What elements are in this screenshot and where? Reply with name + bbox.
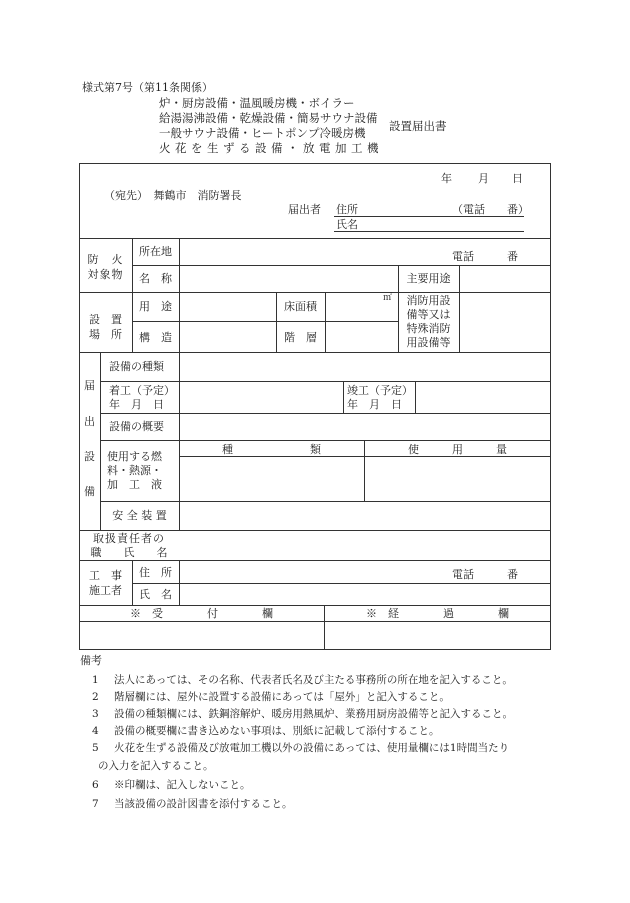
structure-label: 構 造 bbox=[139, 331, 172, 344]
notifier-address-label: 住所 bbox=[336, 203, 358, 216]
rule bbox=[79, 530, 551, 531]
notifier-label: 届出者 bbox=[288, 203, 321, 216]
equipment-group-char-1: 届 bbox=[84, 379, 95, 392]
rule bbox=[179, 456, 551, 457]
notifier-phone: （電話 番） bbox=[452, 203, 529, 216]
note-item bbox=[92, 726, 440, 737]
fire-equipment-label-2: 備等又は bbox=[406, 308, 451, 321]
rule bbox=[79, 621, 551, 622]
equipment-type-label: 設備の種類 bbox=[109, 360, 164, 373]
rule bbox=[100, 413, 551, 414]
fire-equipment-label-4: 用設備等 bbox=[406, 336, 451, 349]
equipment-list-line-2: 給湯湯沸設備・乾燥設備・簡易サウナ設備 bbox=[159, 111, 378, 125]
contractor-group-label-1: 工 事 bbox=[89, 569, 122, 582]
floor-area-label: 床面積 bbox=[284, 300, 317, 313]
note-text: 階層欄には、屋外に設置する設備にあっては「屋外」と記入すること。 bbox=[114, 691, 450, 703]
note-item-continuation bbox=[98, 761, 214, 772]
safety-device-label: 安 全 装 置 bbox=[112, 509, 167, 522]
place-group-label-1: 設 置 bbox=[89, 313, 122, 326]
square-meter-unit: ㎡ bbox=[383, 293, 393, 303]
contractor-group-label-2: 施工者 bbox=[89, 584, 122, 597]
rule bbox=[100, 381, 551, 382]
target-name-label: 名 称 bbox=[139, 272, 172, 285]
rule bbox=[100, 501, 551, 502]
fire-equipment-label-1: 消防用設 bbox=[406, 294, 451, 307]
progress-column-header: ※ 経 過 欄 bbox=[366, 607, 509, 620]
notes-title: 備考 bbox=[80, 654, 102, 667]
rule bbox=[79, 560, 551, 561]
start-date-label-2: 年 月 日 bbox=[109, 398, 164, 411]
start-date-label-1: 着工（予定） bbox=[109, 384, 175, 397]
note-text: 設備の概要欄に書き込めない事項は、別紙に記載して添付すること。 bbox=[114, 725, 440, 737]
rule bbox=[179, 238, 180, 530]
place-group-label-2: 場 所 bbox=[89, 328, 122, 341]
fuel-label-2: 料・熱源・ bbox=[107, 464, 162, 477]
kind-column-header: 種 類 bbox=[222, 443, 321, 456]
rule bbox=[79, 238, 551, 239]
contractor-name-label: 氏 名 bbox=[139, 588, 172, 601]
equipment-overview-label: 設備の概要 bbox=[109, 420, 164, 433]
completion-date-label-1: 竣工（予定） bbox=[347, 384, 413, 397]
note-item bbox=[92, 692, 450, 703]
form-number: 様式第7号（第11条関係） bbox=[82, 81, 213, 94]
rule bbox=[415, 381, 416, 413]
note-item bbox=[92, 743, 509, 754]
rule bbox=[459, 265, 460, 292]
equipment-list-line-1: 炉・厨房設備・温風暖房機・ボイラー bbox=[159, 96, 355, 110]
contractor-address-label: 住 所 bbox=[139, 566, 172, 579]
note-number: 3 bbox=[92, 708, 99, 720]
note-text: 法人にあっては、その名称、代表者氏名及び主たる事務所の所在地を記入すること。 bbox=[114, 674, 513, 686]
contractor-phone: 電話 番 bbox=[452, 568, 518, 581]
equipment-list-line-3: 一般サウナ設備・ヒートポンプ冷暖房機 bbox=[159, 126, 366, 140]
main-use-label: 主要用途 bbox=[406, 272, 451, 285]
rule bbox=[79, 352, 551, 353]
date-month: 月 bbox=[478, 172, 489, 185]
notifier-address-line bbox=[334, 216, 524, 217]
equipment-group-char-2: 出 bbox=[84, 415, 95, 428]
note-item bbox=[92, 780, 251, 791]
equipment-group-char-3: 設 bbox=[84, 450, 95, 463]
target-group-label-1: 防 火 bbox=[87, 253, 124, 266]
rule bbox=[79, 292, 551, 293]
fire-equipment-label-3: 特殊消防 bbox=[406, 322, 451, 335]
rule bbox=[179, 560, 180, 605]
amount-column-header: 使 用 量 bbox=[408, 443, 507, 456]
date-day: 日 bbox=[512, 172, 523, 185]
note-text: の入力を記入すること。 bbox=[98, 760, 214, 772]
note-item bbox=[92, 799, 293, 810]
rule bbox=[100, 440, 551, 441]
notifier-name-label: 氏名 bbox=[336, 218, 358, 231]
note-number: 2 bbox=[92, 691, 99, 703]
notifier-name-line bbox=[334, 231, 524, 232]
note-number: 7 bbox=[92, 798, 99, 810]
document-title: 設置届出書 bbox=[389, 119, 447, 133]
target-location-label: 所在地 bbox=[139, 245, 172, 258]
rule bbox=[132, 265, 551, 266]
rule bbox=[325, 292, 326, 352]
note-text: 設備の種類欄には、鉄鋼溶解炉、暖房用熱風炉、業務用厨房設備等と記入すること。 bbox=[114, 708, 513, 720]
note-text: 火花を生ずる設備及び放電加工機以外の設備にあっては、使用量欄には1時間当たり bbox=[114, 742, 510, 754]
note-number: 1 bbox=[92, 674, 99, 686]
target-group-label-2: 対象物 bbox=[87, 268, 124, 281]
manager-label-1: 取扱責任者の bbox=[93, 532, 165, 545]
note-text: 当該設備の設計図書を添付すること。 bbox=[114, 798, 293, 810]
rule bbox=[100, 352, 101, 530]
addressee: （宛先） 舞鶴市 消防署長 bbox=[104, 189, 242, 202]
rule bbox=[132, 321, 398, 322]
reception-column-header: ※ 受 付 欄 bbox=[130, 607, 273, 620]
note-text: ※印欄は、記入しないこと。 bbox=[114, 779, 251, 791]
equipment-group-char-4: 備 bbox=[84, 485, 95, 498]
note-number: 4 bbox=[92, 725, 99, 737]
rule bbox=[132, 583, 551, 584]
rule bbox=[79, 605, 551, 606]
note-item bbox=[92, 675, 513, 686]
manager-label-2: 職 氏 名 bbox=[90, 546, 168, 559]
date-year: 年 bbox=[441, 172, 452, 185]
equipment-list-line-4: 火花を生ずる設備・放電加工機 bbox=[159, 141, 383, 155]
rule bbox=[459, 292, 460, 352]
floor-level-label: 階 層 bbox=[284, 331, 317, 344]
note-number: 5 bbox=[92, 742, 99, 754]
target-phone: 電話 番 bbox=[452, 250, 518, 263]
fuel-label-3: 加 工 液 bbox=[107, 478, 162, 491]
place-use-label: 用 途 bbox=[139, 300, 172, 313]
fuel-label-1: 使用する燃 bbox=[107, 450, 162, 463]
rule bbox=[343, 381, 344, 413]
note-number: 6 bbox=[92, 779, 99, 791]
completion-date-label-2: 年 月 日 bbox=[347, 398, 402, 411]
note-item bbox=[92, 709, 513, 720]
